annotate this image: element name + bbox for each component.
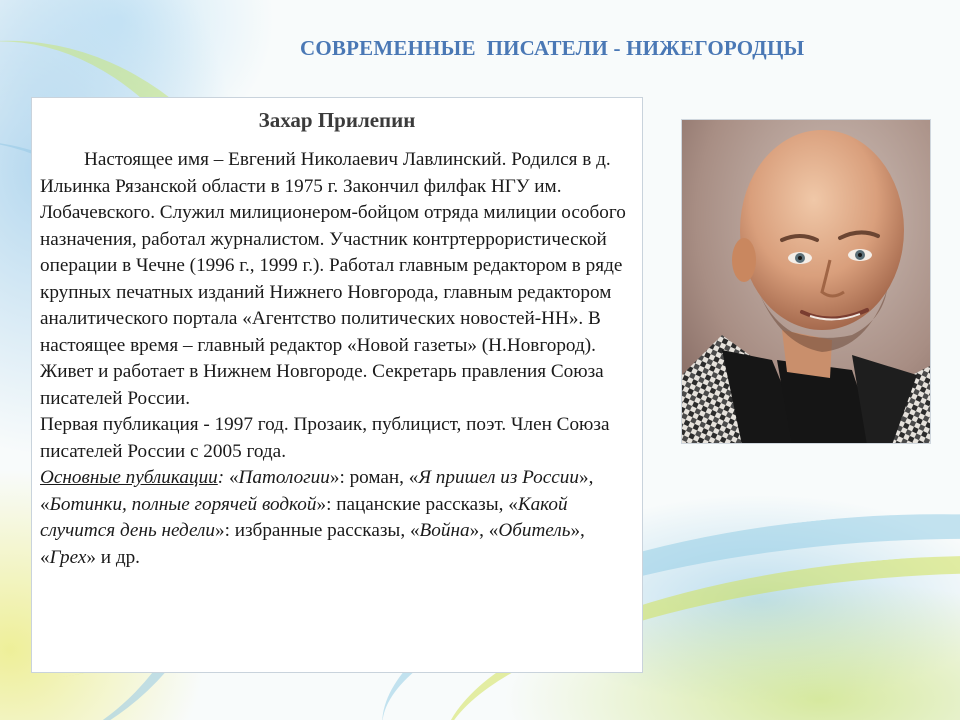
publications-paragraph [40, 465, 634, 571]
publication-quote: « [40, 493, 50, 515]
publication-description: », [469, 520, 489, 541]
publication-quote: « [508, 493, 518, 515]
author-portrait [681, 119, 931, 444]
publication-description: », [578, 467, 594, 488]
publication-description: »: избранные рассказы, [214, 520, 410, 541]
biography-textbox [31, 97, 643, 673]
biography-text: Настоящее имя – Евгений Николаевич Лавлинский. Родился в д. Ильинка Рязанской области в 1975 г. Закончил филфак НГУ им. Лобачевского. Служил милиционером-бойцом отряда милиции особого назначения, работал журналистом. Участник контртеррористической операции в Чечне (1996 г., 1999 г.). Работал главным редактором в ряде крупных печатных изданий Нижнего Новгорода, главным редактором аналитического портала «Агентство политических новостей-НН». В настоящее время – главный редактор «Новой газеты» (Н.Новгород). Живет и работает в Нижнем Новгороде. Секретарь правления Союза писателей России. [40, 149, 626, 409]
slide-title: СОВРЕМЕННЫЕ ПИСАТЕЛИ - НИЖЕГОРОДЦЫ [300, 36, 805, 60]
publication-title: Война [419, 520, 470, 541]
biography-paragraph [40, 147, 634, 412]
portrait-image [682, 120, 931, 444]
publication-title: Обитель [498, 520, 571, 541]
publication-title: Грех [49, 546, 87, 568]
publication-quote: « [409, 520, 420, 541]
publication-title: Ботинки, полные горячей водкой [49, 493, 317, 515]
publication-description: »: пацанские рассказы, [316, 493, 509, 515]
publication-quote: « [488, 520, 499, 541]
publication-quote: « [408, 467, 419, 488]
publication-description: », [570, 520, 585, 541]
publications-colon: : [217, 467, 229, 488]
author-name: Захар Прилепин [258, 108, 416, 132]
publication-description: » и др. [86, 546, 140, 568]
publication-title: Я пришел из России [418, 467, 579, 488]
publication-quote: « [40, 546, 50, 568]
publications-heading: Основные публикации [40, 467, 218, 488]
publication-quote: « [228, 467, 239, 488]
publication-title: Патологии [238, 467, 330, 488]
publication-title: Какой случится день недели [40, 493, 568, 541]
publication-description: »: роман, [329, 467, 409, 488]
first-publication-paragraph: Первая публикация - 1997 год. Прозаик, публицист, поэт. Член Союза писателей России с 2005 года. [40, 414, 610, 462]
